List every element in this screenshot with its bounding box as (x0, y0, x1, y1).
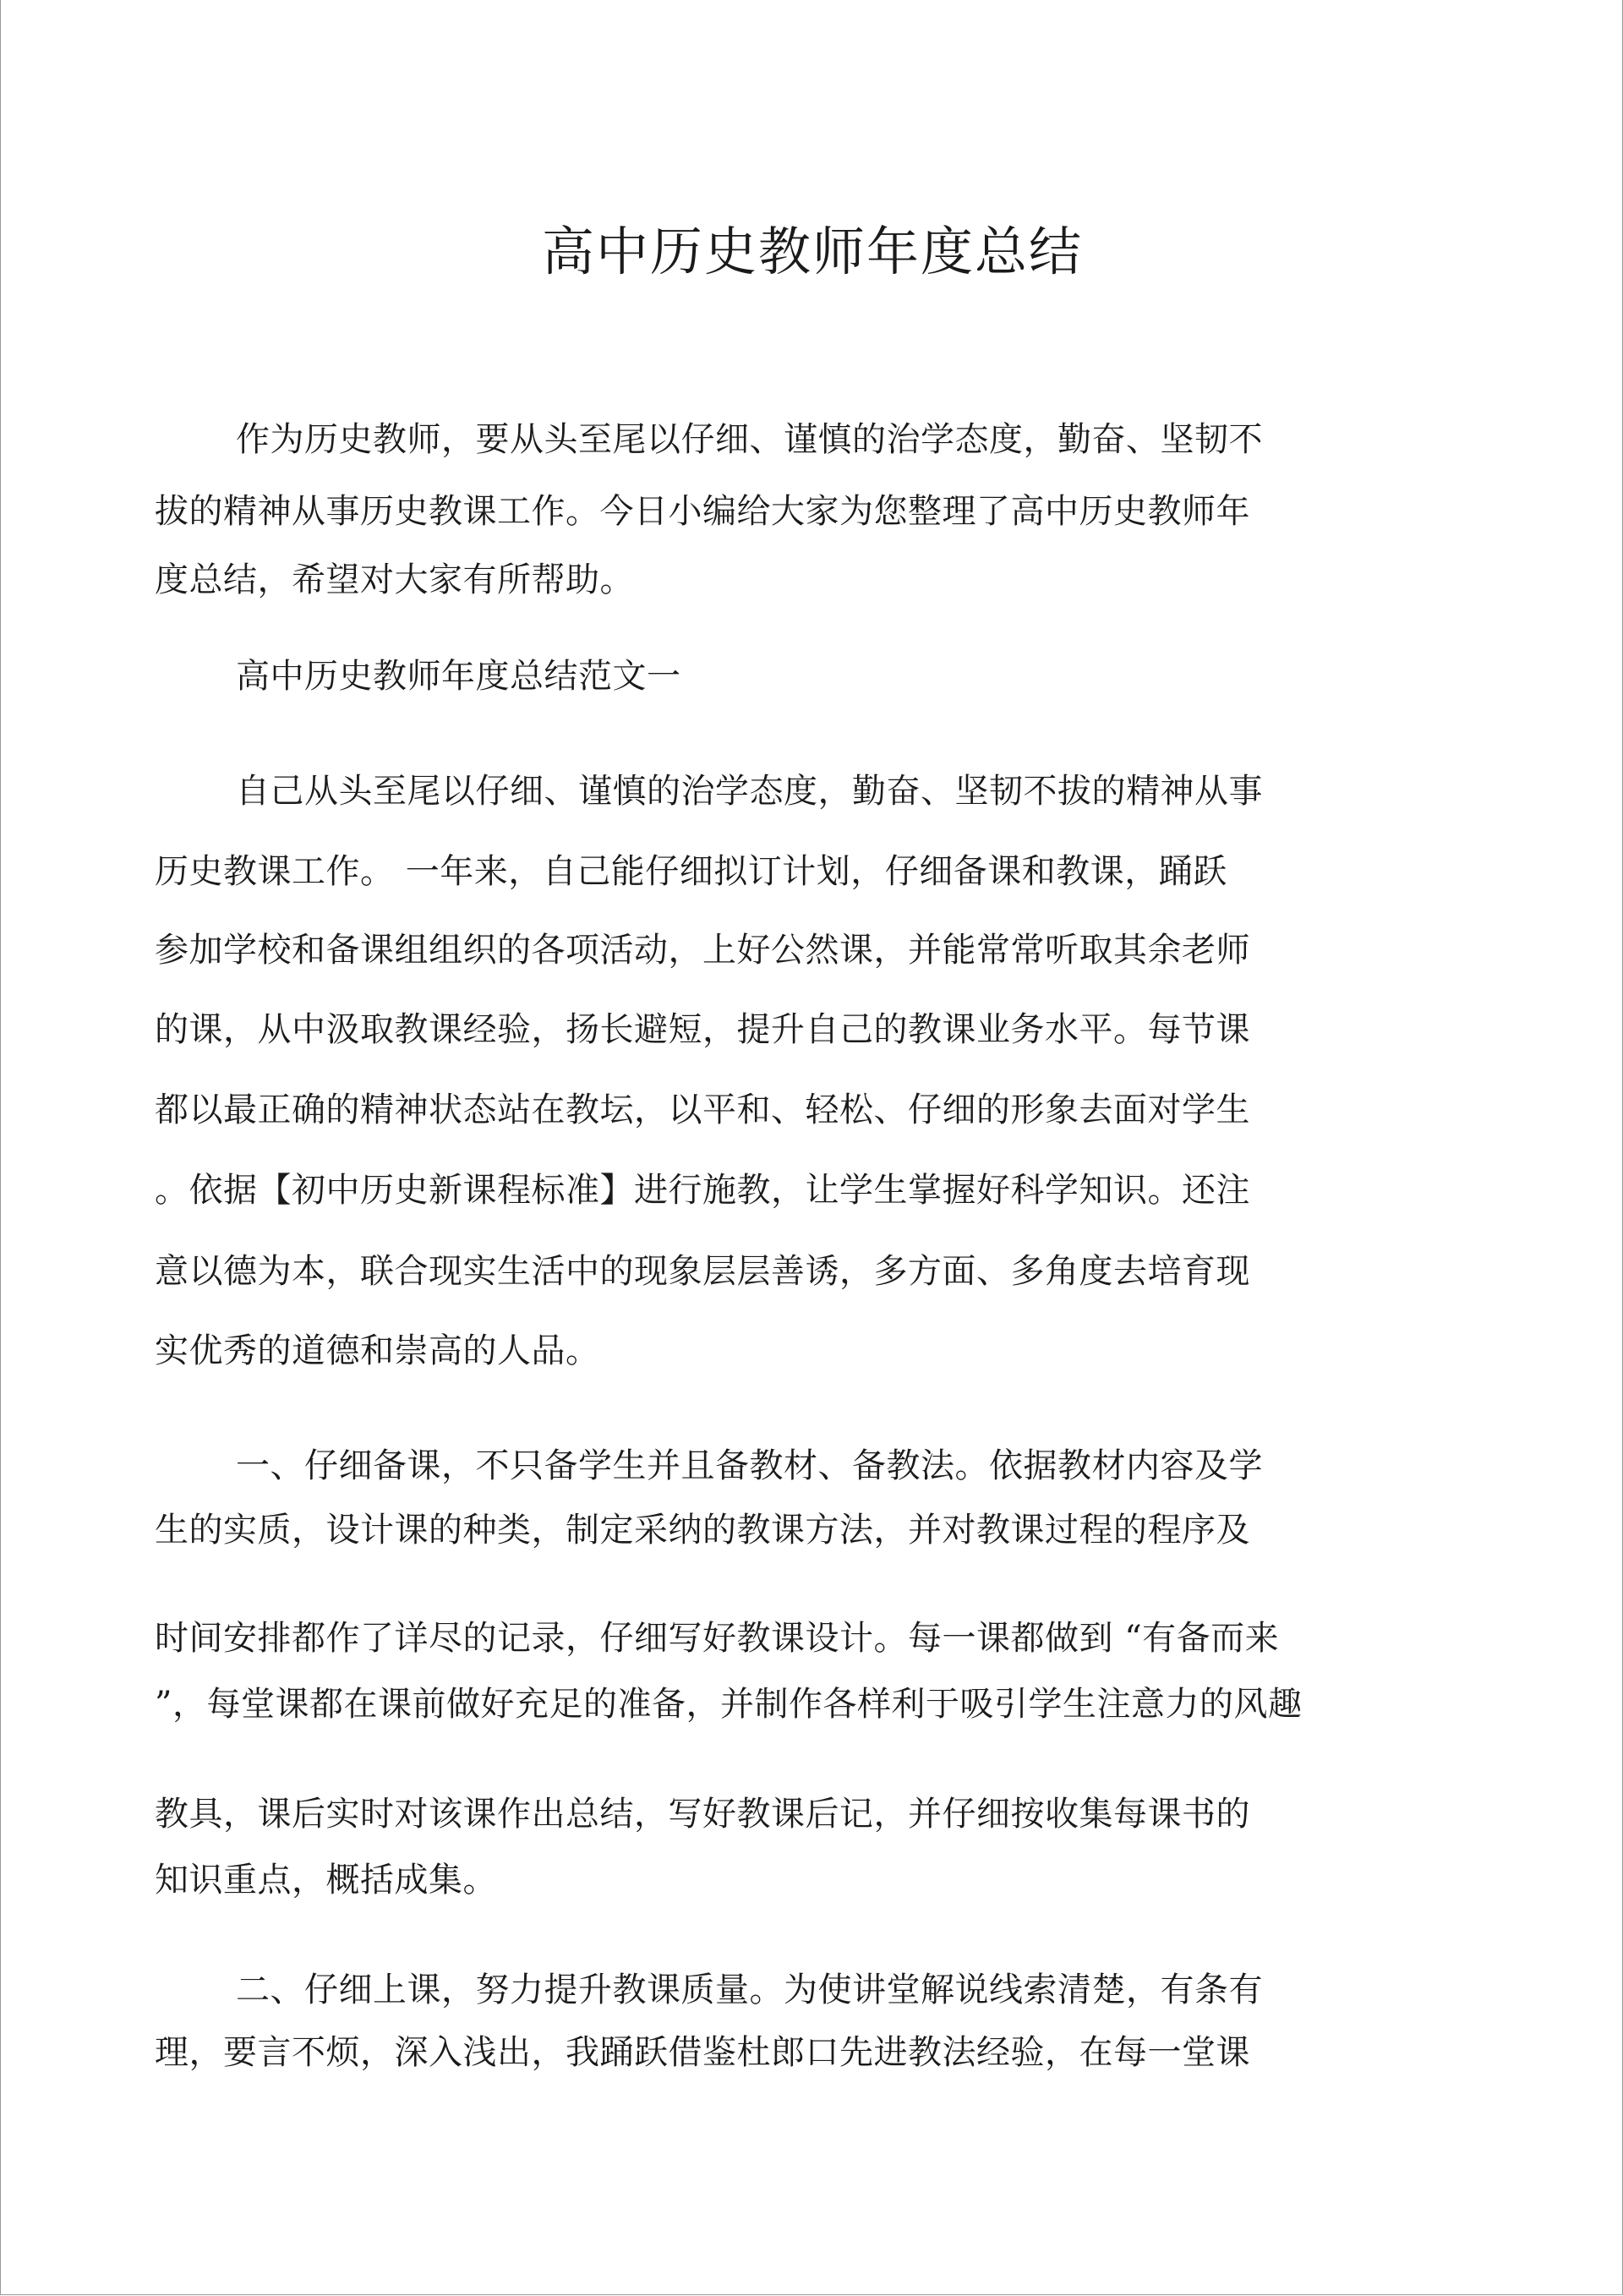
text-line: 的课，从中汲取教课经验，扬长避短，提升自己的教课业务水平。每节课 (155, 1010, 1250, 1049)
text-line: 。依据【初中历史新课程标准】进行施教，让学生掌握好科学知识。还注 (155, 1171, 1250, 1210)
text-line: 拔的精神从事历史教课工作。今日小编给大家为您整理了高中历史教师年 (155, 492, 1250, 531)
text-line: 参加学校和备课组组织的各项活动，上好公然课，并能常常听取其余老师 (155, 931, 1250, 970)
text-line: 教具，课后实时对该课作出总结，写好教课后记，并仔细按收集每课书的 (155, 1795, 1250, 1834)
text-line: ”，每堂课都在课前做好充足的准备，并制作各样利于吸引学生注意力的风趣 (155, 1685, 1303, 1724)
text-line: 实优秀的道德和崇高的人品。 (155, 1331, 600, 1370)
text-line: 都以最正确的精神状态站在教坛，以平和、轻松、仔细的形象去面对学生 (155, 1091, 1250, 1129)
text-line: 意以德为本，联合现实生活中的现象层层善诱，多方面、多角度去培育现 (155, 1252, 1250, 1291)
text-line: 理，要言不烦，深入浅出，我踊跃借鉴杜郎口先进教法经验，在每一堂课 (155, 2033, 1250, 2072)
text-line: 知识重点，概括成集。 (155, 1861, 497, 1900)
text-line: 作为历史教师，要从头至尾以仔细、谨慎的治学态度，勤奋、坚韧不 (236, 420, 1263, 459)
text-line: 时间安排都作了详尽的记录，仔细写好教课设计。每一课都做到 “有备而来 (155, 1619, 1280, 1658)
text-line: 度总结，希望对大家有所帮助。 (155, 560, 634, 599)
section-heading: 高中历史教师年度总结范文一 (236, 657, 681, 696)
text-line: 生的实质，设计课的种类，制定采纳的教课方法，并对教课过程的程序及 (155, 1511, 1250, 1550)
text-line: 一、仔细备课，不只备学生并且备教材、备教法。依据教材内容及学 (236, 1446, 1263, 1485)
document-title: 高中历史教师年度总结 (541, 221, 1083, 282)
text-line: 自己从头至尾以仔细、谨慎的治学态度，勤奋、坚韧不拔的精神从事 (236, 772, 1263, 811)
text-line: 历史教课工作。 一年来，自己能仔细拟订计划，仔细备课和教课，踊跃 (155, 852, 1227, 891)
text-line: 二、仔细上课，努力提升教课质量。为使讲堂解说线索清楚，有条有 (236, 1971, 1263, 2009)
